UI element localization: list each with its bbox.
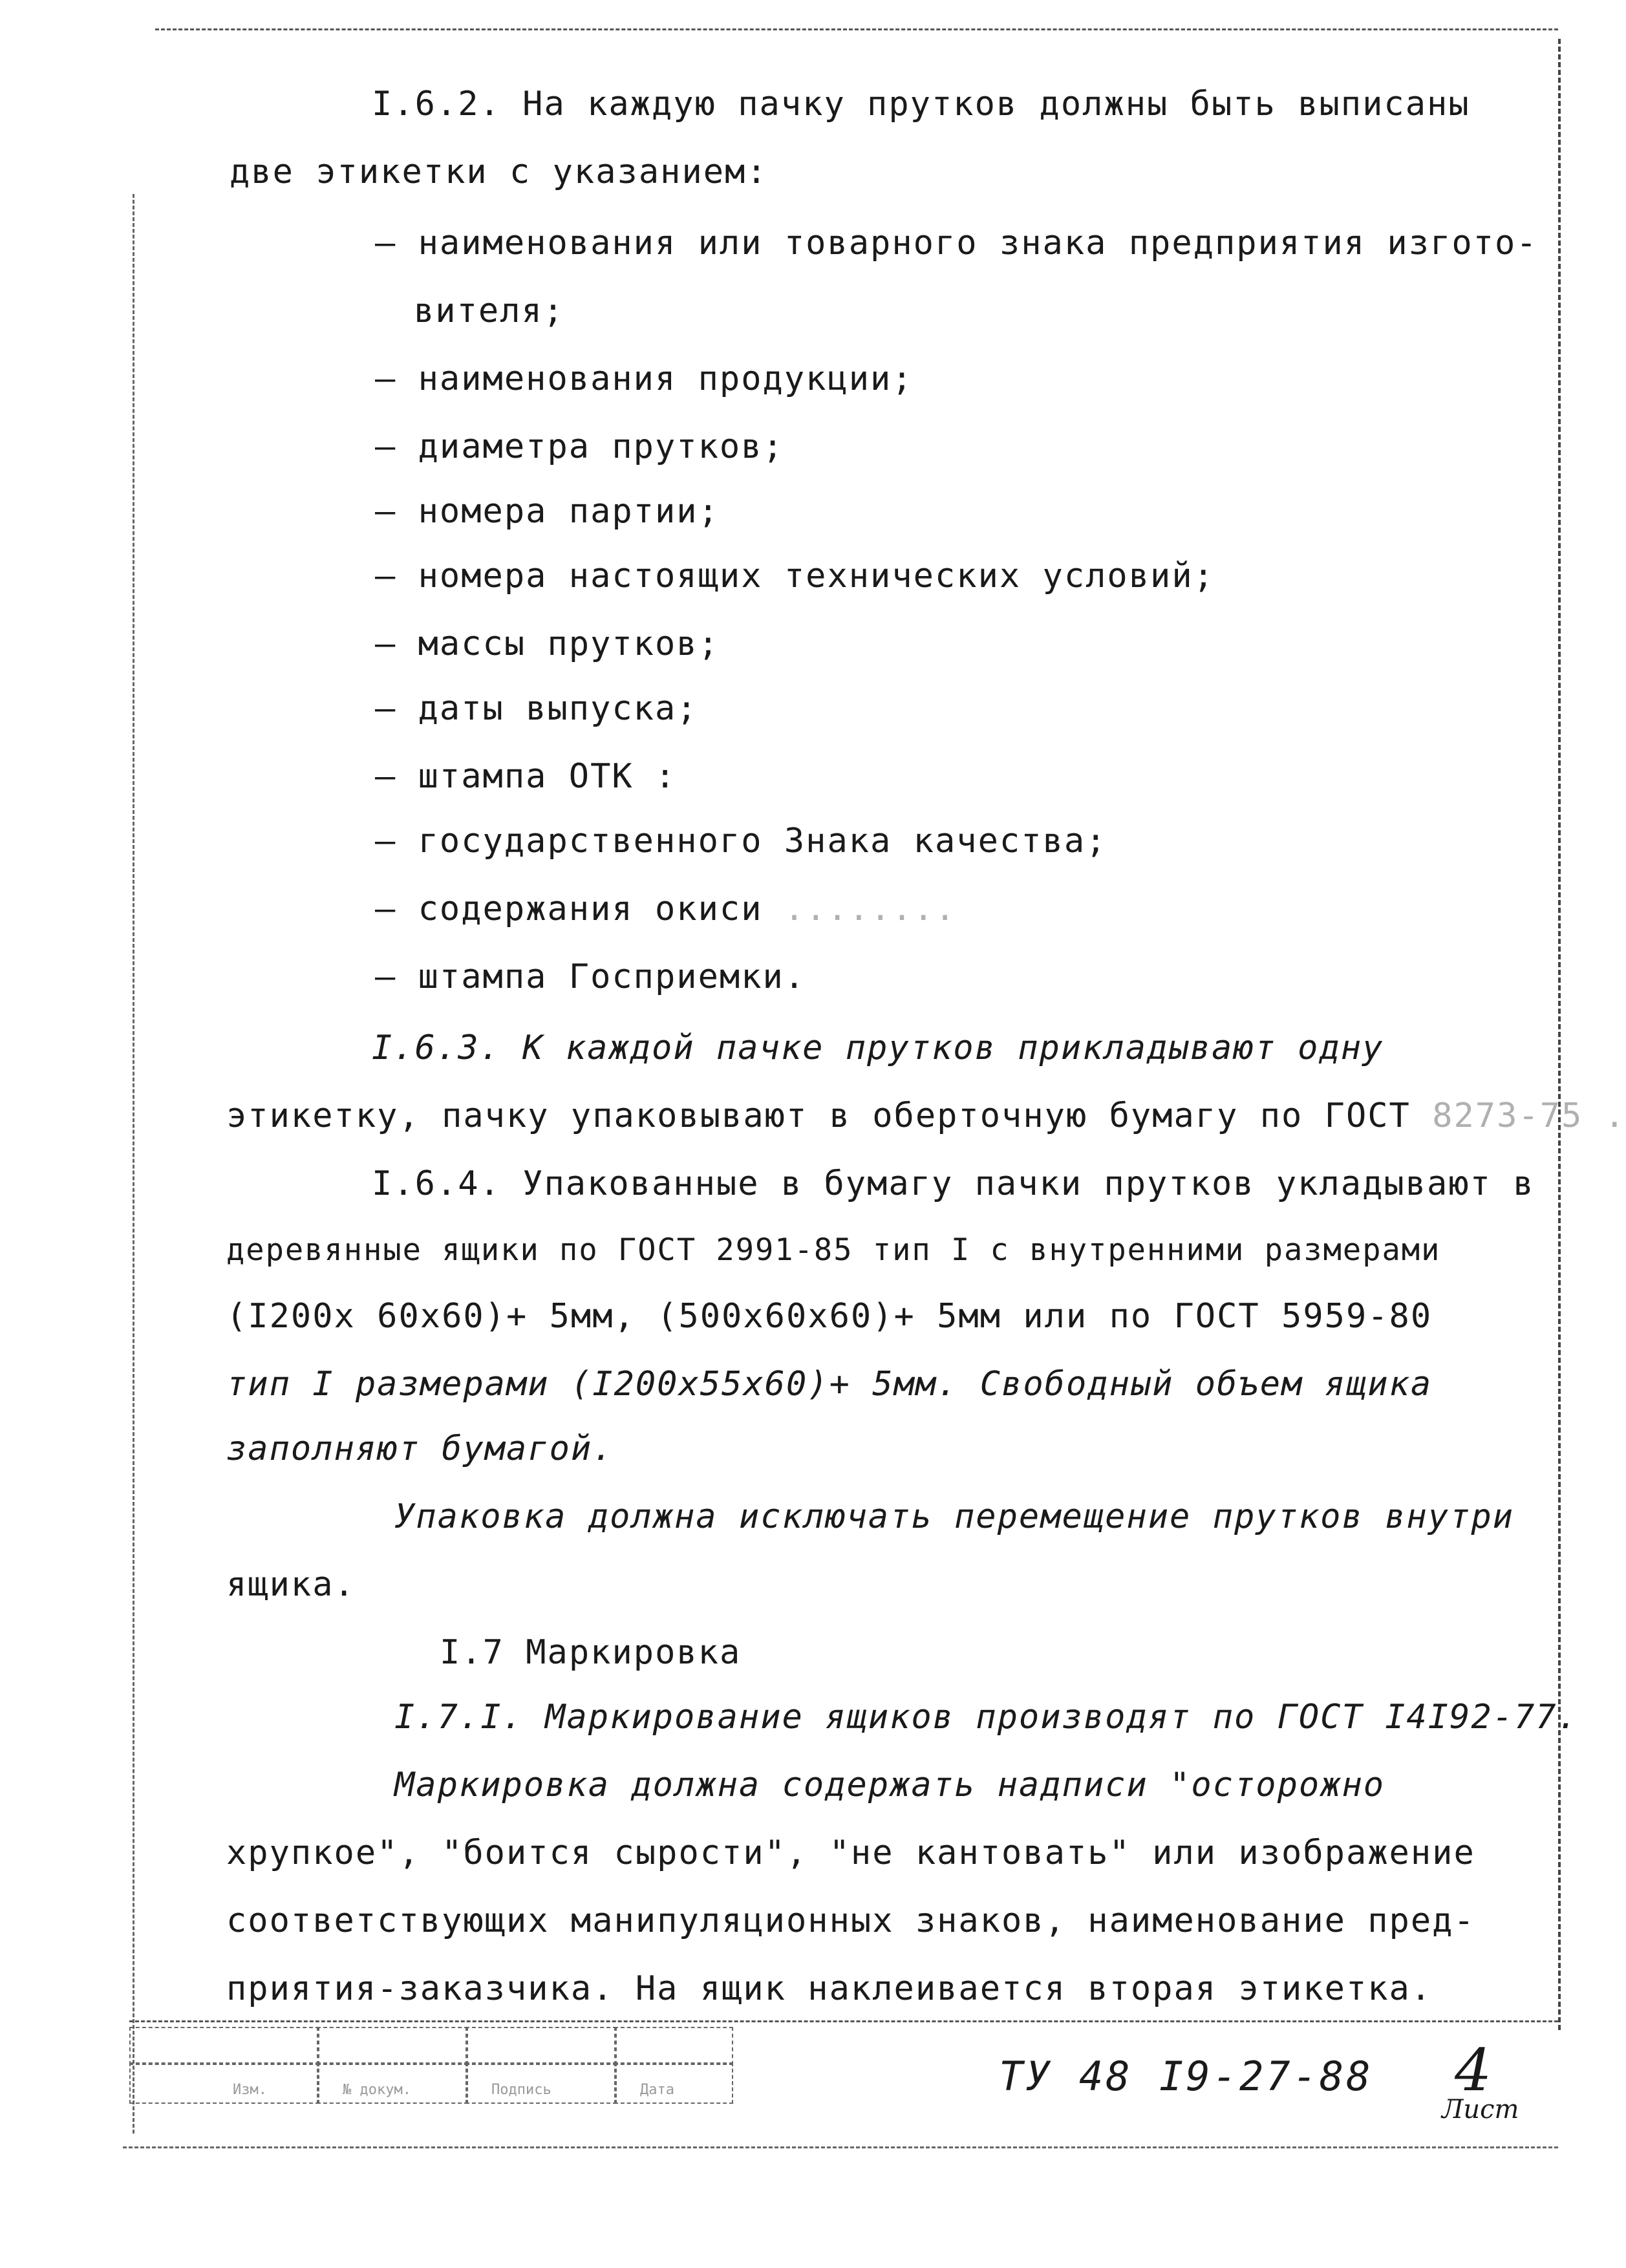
text-line: I.6.2. На каждую пачку прутков должны быть выписаны xyxy=(372,85,1470,123)
paragraph-line: (I200х 60х60)+ 5мм, (500х60х60)+ 5мм или по ГОСТ 5959-80 xyxy=(226,1297,1433,1336)
list-item-continuation: вителя; xyxy=(414,292,565,330)
list-item: – штампа Госприемки. xyxy=(375,957,806,996)
paragraph-line: деревянные ящики по ГОСТ 2991-85 тип I с внутренними размерами xyxy=(226,1232,1441,1268)
stamp-cell xyxy=(129,2027,319,2065)
title-block-stamp xyxy=(129,2027,731,2104)
paragraph-line xyxy=(226,1099,1626,1133)
stamp-cell xyxy=(129,2062,319,2104)
paragraph-line: I.6.3. К каждой пачке прутков прикладывают одну xyxy=(372,1029,1384,1067)
list-item: – штампа ОТК : xyxy=(375,757,677,796)
paragraph-line: тип I размерами (I200х55х60)+ 5мм. Свободный объем ящика xyxy=(226,1365,1433,1404)
section-heading: I.7 Маркировка xyxy=(440,1633,742,1672)
stamp-label: Дата xyxy=(640,2082,674,2098)
paragraph-line: Маркировка должна содержать надписи "осторожно xyxy=(394,1766,1385,1804)
list-item: – диаметра прутков; xyxy=(375,427,784,466)
list-item: – массы прутков; xyxy=(375,625,720,663)
list-item-text: – содержания окиси xyxy=(375,890,763,928)
paragraph-text: этикетку, пачку упаковывают в оберточную бумагу по ГОСТ xyxy=(226,1097,1411,1135)
list-item: – наименования или товарного знака предприятия изгото- xyxy=(375,224,1538,262)
document-code: ТУ 48 I9-27-88 xyxy=(999,2053,1373,2100)
sheet-label: Лист xyxy=(1442,2095,1519,2124)
frame-left-border xyxy=(133,194,134,2134)
paragraph-line: Упаковка должна исключать перемещение прутков внутри xyxy=(394,1497,1514,1536)
stamp-label: № докум. xyxy=(343,2082,411,2098)
list-item xyxy=(375,892,956,926)
paragraph-line: приятия-заказчика. На ящик наклеивается вторая этикетка. xyxy=(226,1969,1433,2008)
paragraph-line: ящика. xyxy=(226,1565,356,1604)
sheet-number: 4 xyxy=(1455,2037,1492,2104)
frame-bottom-border xyxy=(129,2020,1558,2022)
stamp-cell xyxy=(317,2027,468,2065)
stamp-label: Подпись xyxy=(491,2082,551,2098)
list-item: – номера настоящих технических условий; xyxy=(375,557,1215,595)
paragraph-line: I.7.I. Маркирование ящиков производят по ГОСТ I4I92-77. xyxy=(394,1698,1579,1737)
list-item: – номера партии; xyxy=(375,492,720,531)
stamp-cell xyxy=(614,2027,733,2065)
stamp-cell xyxy=(465,2027,617,2065)
paragraph-line: соответствующих манипуляционных знаков, наименование пред- xyxy=(226,1901,1475,1940)
paragraph-line: хрупкое", "боится сырости", "не кантовать" или изображение xyxy=(226,1834,1475,1872)
list-item: – наименования продукции; xyxy=(375,359,914,398)
paragraph-line: I.6.4. Упакованные в бумагу пачки прутков укладывают в xyxy=(372,1164,1535,1203)
frame-bottom-border-lower xyxy=(123,2146,1558,2148)
paragraph-line: заполняют бумагой. xyxy=(226,1429,614,1468)
list-item: – государственного Знака качества; xyxy=(375,822,1107,861)
frame-top-border xyxy=(155,28,1558,30)
stamp-label: Изм. xyxy=(233,2082,267,2098)
faded-text: 8273-75 . xyxy=(1432,1097,1626,1135)
text-line: две этикетки с указанием: xyxy=(230,153,768,191)
list-item: – даты выпуска; xyxy=(375,689,698,728)
faded-text: ........ xyxy=(784,890,957,928)
